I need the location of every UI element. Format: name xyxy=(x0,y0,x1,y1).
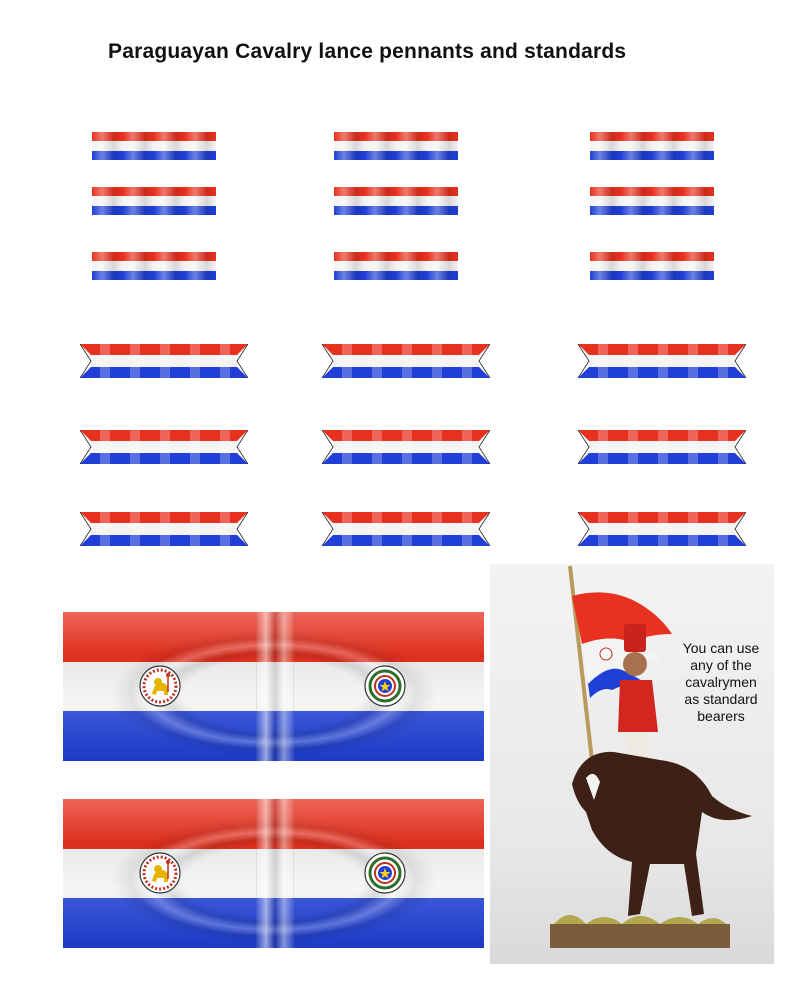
lance-pennant xyxy=(590,252,714,280)
lance-pennant xyxy=(334,252,458,280)
swallowtail-pennant xyxy=(322,344,490,378)
cavalryman-figure-icon xyxy=(490,564,774,964)
lance-pennant xyxy=(92,252,216,280)
lion-seal-icon xyxy=(138,851,182,895)
lance-pennant xyxy=(92,187,216,215)
photo-caption: You can use any of the cavalrymen as standard bearers xyxy=(682,640,760,724)
star-seal-icon xyxy=(363,664,407,708)
star-seal-icon xyxy=(363,851,407,895)
lion-seal-icon xyxy=(138,664,182,708)
standard-flag-1 xyxy=(63,612,484,761)
lance-pennant xyxy=(334,132,458,160)
swallowtail-pennant xyxy=(578,512,746,546)
swallowtail-pennant xyxy=(578,344,746,378)
lance-pennant xyxy=(590,187,714,215)
cavalryman-photo xyxy=(490,564,774,964)
pole-sleeve xyxy=(256,799,294,948)
swallowtail-pennant xyxy=(578,430,746,464)
standard-flag-2 xyxy=(63,799,484,948)
lance-pennant xyxy=(590,132,714,160)
swallowtail-pennant xyxy=(322,512,490,546)
swallowtail-pennant xyxy=(80,512,248,546)
lance-pennant xyxy=(334,187,458,215)
pole-sleeve xyxy=(256,612,294,761)
lance-pennant xyxy=(92,132,216,160)
swallowtail-pennant xyxy=(80,430,248,464)
swallowtail-pennant xyxy=(322,430,490,464)
swallowtail-pennant xyxy=(80,344,248,378)
page-title: Paraguayan Cavalry lance pennants and standards xyxy=(108,40,627,63)
